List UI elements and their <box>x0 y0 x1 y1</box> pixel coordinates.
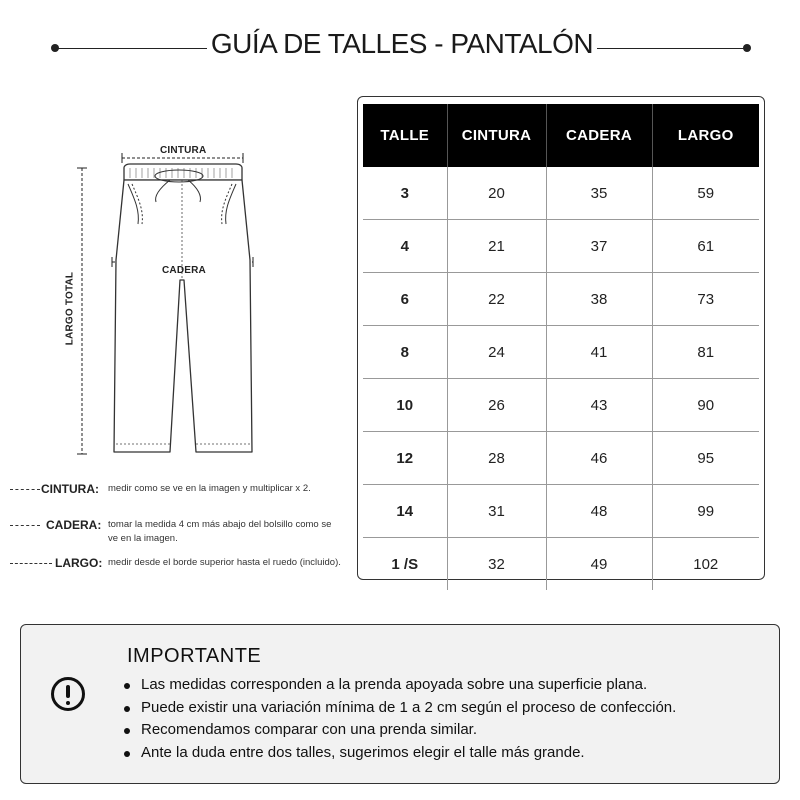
cell-largo: 73 <box>652 273 759 326</box>
cell-cadera: 46 <box>546 432 652 485</box>
cell-cadera: 49 <box>546 538 652 591</box>
note-dash <box>10 489 40 490</box>
largo-total-label: LARGO TOTAL <box>64 271 76 346</box>
header-cintura: CINTURA <box>447 104 546 167</box>
cell-cintura: 24 <box>447 326 546 379</box>
measurement-notes <box>10 480 350 590</box>
header-largo: LARGO <box>652 104 759 167</box>
note-cadera <box>10 516 350 554</box>
cell-cadera: 38 <box>546 273 652 326</box>
size-table-card <box>357 96 765 580</box>
pants-illustration <box>60 140 280 470</box>
header-cadera: CADERA <box>546 104 652 167</box>
note-label: CINTURA: <box>41 482 99 496</box>
cell-cintura: 20 <box>447 167 546 220</box>
cell-cintura: 21 <box>447 220 546 273</box>
cell-cadera: 48 <box>546 485 652 538</box>
cell-cintura: 32 <box>447 538 546 591</box>
bullet-icon <box>124 728 130 734</box>
cell-largo: 90 <box>652 379 759 432</box>
note-dash <box>10 525 40 526</box>
cell-largo: 61 <box>652 220 759 273</box>
header-line-right <box>597 48 747 49</box>
cell-talle: 8 <box>363 326 447 379</box>
cell-talle: 3 <box>400 184 409 202</box>
list-item: Recomendamos comparar con una prenda similar. <box>121 719 676 742</box>
note-label: LARGO: <box>55 556 103 570</box>
exclamation-circle-icon <box>51 677 85 711</box>
table-row <box>363 379 759 432</box>
cell-cadera: 43 <box>546 379 652 432</box>
cadera-label: CADERA <box>162 265 206 276</box>
note-largo <box>10 554 350 590</box>
important-box <box>20 624 780 784</box>
important-list <box>121 674 676 764</box>
bullet-icon <box>124 706 130 712</box>
cell-talle: 14 <box>363 485 447 538</box>
cell-talle: 4 <box>363 220 447 273</box>
table-header-row <box>363 104 759 167</box>
cell-cadera: 41 <box>546 326 652 379</box>
list-item: Ante la duda entre dos talles, sugerimos elegir el talle más grande. <box>121 742 676 765</box>
table-row <box>363 220 759 273</box>
pants-diagram <box>60 140 280 470</box>
cell-talle: 1 /S <box>363 538 447 591</box>
note-text: medir como se ve en la imagen y multiplicar x 2. <box>108 483 311 494</box>
cell-largo: 102 <box>652 538 759 591</box>
table-row <box>363 167 759 220</box>
bullet-icon <box>124 683 130 689</box>
cell-cintura: 26 <box>447 379 546 432</box>
table-row <box>363 326 759 379</box>
cell-largo: 99 <box>652 485 759 538</box>
cell-largo: 81 <box>652 326 759 379</box>
table-row <box>363 432 759 485</box>
table-row <box>363 538 759 591</box>
cell-largo: 95 <box>652 432 759 485</box>
header-talle: TALLE <box>363 104 447 167</box>
cell-cintura: 31 <box>447 485 546 538</box>
note-label: CADERA: <box>46 518 102 532</box>
cell-talle: 10 <box>363 379 447 432</box>
list-item: Puede existir una variación mínima de 1 a 2 cm según el proceso de confección. <box>121 697 676 720</box>
bullet-icon <box>124 751 130 757</box>
cell-cadera: 35 <box>546 167 652 220</box>
note-text: tomar la medida 4 cm más abajo del bolsillo como se ve en la imagen. <box>108 519 332 544</box>
page-title: GUÍA DE TALLES - PANTALÓN <box>210 28 594 59</box>
cell-cintura: 28 <box>447 432 546 485</box>
cell-cadera: 37 <box>546 220 652 273</box>
cell-talle: 6 <box>363 273 447 326</box>
list-item: Las medidas corresponden a la prenda apoyada sobre una superficie plana. <box>121 674 676 697</box>
cell-talle: 12 <box>363 432 447 485</box>
note-cintura <box>10 480 350 516</box>
header-dot-right <box>743 44 751 52</box>
cintura-label: CINTURA <box>160 145 207 156</box>
header-line-left <box>55 48 207 49</box>
size-table <box>363 104 759 590</box>
table-row <box>363 485 759 538</box>
important-title: IMPORTANTE <box>127 645 262 667</box>
table-row <box>363 273 759 326</box>
cell-largo: 59 <box>652 167 759 220</box>
note-text: medir desde el borde superior hasta el ruedo (incluido). <box>108 557 341 568</box>
note-dash <box>10 563 52 564</box>
cell-cintura: 22 <box>447 273 546 326</box>
